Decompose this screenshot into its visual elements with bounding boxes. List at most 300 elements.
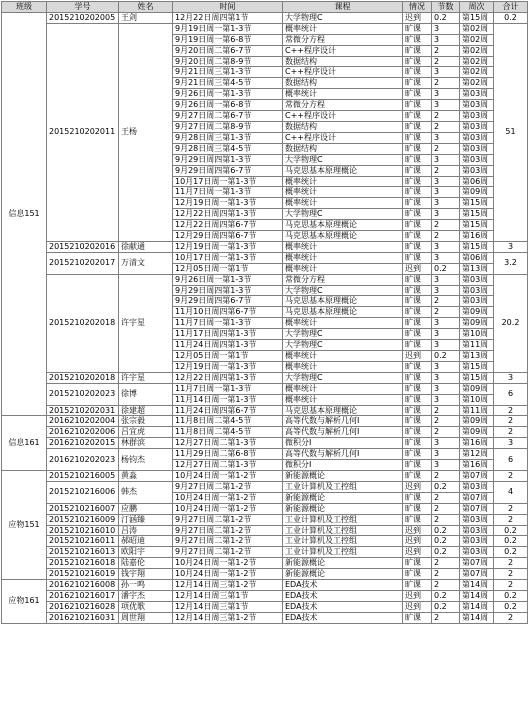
- time-cell: 12月19日周一第1-3节: [173, 198, 283, 209]
- time-cell: 9月29日周四第1-3节: [173, 285, 283, 296]
- student-id-cell: 2015210202017: [47, 252, 119, 274]
- student-id-cell: 2015210202005: [47, 12, 119, 23]
- course-cell: C++程序设计: [283, 45, 403, 56]
- class-cell: 信息161: [2, 416, 47, 471]
- status-cell: 旷课: [403, 558, 432, 569]
- week-cell: 第07周: [460, 558, 494, 569]
- name-cell: 徐博: [119, 383, 173, 405]
- course-cell: 高等代数与解析几何I: [283, 449, 403, 460]
- week-cell: 第15周: [460, 220, 494, 231]
- course-cell: 概率统计: [283, 394, 403, 405]
- periods-cell: 0.2: [432, 601, 460, 612]
- table-row: [2, 601, 528, 612]
- status-cell: 旷课: [403, 78, 432, 89]
- periods-cell: 2: [432, 56, 460, 67]
- periods-cell: 3: [432, 285, 460, 296]
- periods-cell: 2: [432, 78, 460, 89]
- periods-cell: 3: [432, 372, 460, 383]
- periods-cell: 3: [432, 449, 460, 460]
- periods-cell: 2: [432, 405, 460, 416]
- student-id-cell: 2015210202016: [47, 241, 119, 252]
- status-cell: 旷课: [403, 274, 432, 285]
- total-cell: 2: [494, 427, 528, 438]
- course-cell: 工业计算机及工控组: [283, 536, 403, 547]
- week-cell: 第14周: [460, 601, 494, 612]
- week-cell: 第06周: [460, 252, 494, 263]
- course-cell: 概率统计: [283, 198, 403, 209]
- name-cell: 孙一鸣: [119, 580, 173, 591]
- status-cell: 旷课: [403, 318, 432, 329]
- course-cell: 大学物理C: [283, 285, 403, 296]
- total-cell: 6: [494, 449, 528, 471]
- total-cell: 0.2: [494, 547, 528, 558]
- week-cell: 第02周: [460, 67, 494, 78]
- name-cell: 汀涵臻: [119, 514, 173, 525]
- course-cell: 马克思基本原理概论: [283, 296, 403, 307]
- table-row: [2, 241, 528, 252]
- week-cell: 第13周: [460, 263, 494, 274]
- week-cell: 第03周: [460, 514, 494, 525]
- time-cell: 11月7日周一第1-3节: [173, 383, 283, 394]
- status-cell: 旷课: [403, 111, 432, 122]
- week-cell: 第03周: [460, 154, 494, 165]
- table-row: [2, 514, 528, 525]
- periods-cell: 2: [432, 45, 460, 56]
- periods-cell: 3: [432, 132, 460, 143]
- time-cell: 12月19日周一第1-3节: [173, 361, 283, 372]
- week-cell: 第14周: [460, 612, 494, 623]
- week-cell: 第15周: [460, 198, 494, 209]
- student-id-cell: 2016210202006: [47, 427, 119, 438]
- periods-cell: 2: [432, 514, 460, 525]
- periods-cell: 2: [432, 296, 460, 307]
- name-cell: 郝昭迪: [119, 536, 173, 547]
- total-cell: 2: [494, 569, 528, 580]
- periods-cell: 0.2: [432, 12, 460, 23]
- time-cell: 9月27日周二第1-2节: [173, 536, 283, 547]
- course-cell: 新能源概论: [283, 569, 403, 580]
- status-cell: 旷课: [403, 438, 432, 449]
- status-cell: 旷课: [403, 405, 432, 416]
- class-cell: 应物151: [2, 470, 47, 579]
- week-cell: 第09周: [460, 318, 494, 329]
- table-row: [2, 536, 528, 547]
- periods-cell: 0.2: [432, 547, 460, 558]
- student-id-cell: 2016210202004: [47, 416, 119, 427]
- periods-cell: 0.2: [432, 351, 460, 362]
- total-cell: 0.2: [494, 12, 528, 23]
- time-cell: 9月27日周二第1-2节: [173, 547, 283, 558]
- total-cell: 2: [494, 470, 528, 481]
- week-cell: 第03周: [460, 536, 494, 547]
- name-cell: 吕宜虎: [119, 427, 173, 438]
- week-cell: 第10周: [460, 394, 494, 405]
- status-cell: 旷课: [403, 154, 432, 165]
- status-cell: 旷课: [403, 165, 432, 176]
- name-cell: 张宗毅: [119, 416, 173, 427]
- header-week: 周次: [460, 2, 494, 13]
- periods-cell: 3: [432, 209, 460, 220]
- course-cell: 新能源概论: [283, 492, 403, 503]
- time-cell: 10月17日周一第1-3节: [173, 252, 283, 263]
- periods-cell: 3: [432, 100, 460, 111]
- week-cell: 第15周: [460, 241, 494, 252]
- student-id-cell: 2015210202031: [47, 405, 119, 416]
- status-cell: 旷课: [403, 252, 432, 263]
- table-row: [2, 503, 528, 514]
- time-cell: 9月19日周一第1-3节: [173, 23, 283, 34]
- periods-cell: 2: [432, 416, 460, 427]
- periods-cell: 0.2: [432, 481, 460, 492]
- table-row: [2, 569, 528, 580]
- course-cell: 微积分I: [283, 438, 403, 449]
- periods-cell: 2: [432, 569, 460, 580]
- week-cell: 第13周: [460, 351, 494, 362]
- status-cell: 旷课: [403, 231, 432, 242]
- name-cell: 许宇星: [119, 372, 173, 383]
- week-cell: 第03周: [460, 525, 494, 536]
- week-cell: 第15周: [460, 209, 494, 220]
- header-name: 姓名: [119, 2, 173, 13]
- periods-cell: 3: [432, 241, 460, 252]
- name-cell: 欧阳宇: [119, 547, 173, 558]
- periods-cell: 2: [432, 612, 460, 623]
- table-row: [2, 547, 528, 558]
- time-cell: 12月29日周四第6-7节: [173, 231, 283, 242]
- name-cell: 应鹏: [119, 503, 173, 514]
- time-cell: 11月10日周四第6-7节: [173, 307, 283, 318]
- course-cell: 概率统计: [283, 176, 403, 187]
- table-row: [2, 470, 528, 481]
- periods-cell: 2: [432, 121, 460, 132]
- table-row: [2, 449, 528, 460]
- time-cell: 12月22日周四第1-3节: [173, 372, 283, 383]
- table-row: [2, 383, 528, 394]
- name-cell: 周世翔: [119, 612, 173, 623]
- periods-cell: 3: [432, 361, 460, 372]
- time-cell: 10月24日周一第1-2节: [173, 492, 283, 503]
- status-cell: 旷课: [403, 394, 432, 405]
- time-cell: 10月17日周一第1-3节: [173, 176, 283, 187]
- course-cell: 马克思基本原理概论: [283, 231, 403, 242]
- course-cell: 新能源概论: [283, 558, 403, 569]
- time-cell: 9月27日周二第1-2节: [173, 481, 283, 492]
- week-cell: 第14周: [460, 590, 494, 601]
- course-cell: 概率统计: [283, 318, 403, 329]
- time-cell: 12月22日周四第1-3节: [173, 209, 283, 220]
- periods-cell: 2: [432, 503, 460, 514]
- course-cell: 工业计算机及工控组: [283, 547, 403, 558]
- status-cell: 旷课: [403, 612, 432, 623]
- table-row: [2, 525, 528, 536]
- status-cell: 迟到: [403, 351, 432, 362]
- course-cell: C++程序设计: [283, 67, 403, 78]
- table-row: [2, 481, 528, 492]
- status-cell: 旷课: [403, 121, 432, 132]
- student-id-cell: 2015210216018: [47, 558, 119, 569]
- time-cell: 9月26日周一第6-8节: [173, 100, 283, 111]
- periods-cell: 2: [432, 220, 460, 231]
- time-cell: 12月05日周一第1节: [173, 263, 283, 274]
- week-cell: 第03周: [460, 100, 494, 111]
- status-cell: 旷课: [403, 460, 432, 471]
- periods-cell: 0.2: [432, 536, 460, 547]
- name-cell: 徐建超: [119, 405, 173, 416]
- course-cell: 数据结构: [283, 143, 403, 154]
- status-cell: 旷课: [403, 503, 432, 514]
- header-student-id: 学号: [47, 2, 119, 13]
- course-cell: EDA技术: [283, 601, 403, 612]
- header-class: 班级: [2, 2, 47, 13]
- total-cell: 3: [494, 241, 528, 252]
- name-cell: 徐献通: [119, 241, 173, 252]
- course-cell: 数据结构: [283, 121, 403, 132]
- time-cell: 11月7日周一第1-3节: [173, 187, 283, 198]
- week-cell: 第03周: [460, 143, 494, 154]
- table-row: [2, 416, 528, 427]
- periods-cell: 3: [432, 274, 460, 285]
- student-id-cell: 2015210216010: [47, 525, 119, 536]
- periods-cell: 3: [432, 187, 460, 198]
- status-cell: 旷课: [403, 427, 432, 438]
- week-cell: 第09周: [460, 307, 494, 318]
- week-cell: 第16周: [460, 460, 494, 471]
- name-cell: 潘宇杰: [119, 590, 173, 601]
- student-id-cell: 2016210216017: [47, 590, 119, 601]
- header-row: [2, 2, 528, 13]
- week-cell: 第07周: [460, 470, 494, 481]
- time-cell: 12月14日周三第1节: [173, 590, 283, 601]
- student-id-cell: 2015210216011: [47, 536, 119, 547]
- student-id-cell: 2016210216031: [47, 612, 119, 623]
- course-cell: EDA技术: [283, 612, 403, 623]
- time-cell: 11月24日周四第6-7节: [173, 405, 283, 416]
- week-cell: 第11周: [460, 405, 494, 416]
- name-cell: 王杨: [119, 23, 173, 241]
- table-row: [2, 12, 528, 23]
- status-cell: 旷课: [403, 132, 432, 143]
- periods-cell: 3: [432, 67, 460, 78]
- periods-cell: 3: [432, 23, 460, 34]
- course-cell: 微积分I: [283, 460, 403, 471]
- periods-cell: 0.2: [432, 590, 460, 601]
- course-cell: 大学物理C: [283, 329, 403, 340]
- week-cell: 第03周: [460, 89, 494, 100]
- header-course: 课程: [283, 2, 403, 13]
- week-cell: 第06周: [460, 176, 494, 187]
- status-cell: 旷课: [403, 220, 432, 231]
- total-cell: 6: [494, 383, 528, 405]
- periods-cell: 2: [432, 427, 460, 438]
- name-cell: 钱宇翔: [119, 569, 173, 580]
- course-cell: 大学物理C: [283, 372, 403, 383]
- week-cell: 第03周: [460, 274, 494, 285]
- total-cell: 2: [494, 514, 528, 525]
- student-id-cell: 2015210216009: [47, 514, 119, 525]
- name-cell: 陆嘉伦: [119, 558, 173, 569]
- week-cell: 第03周: [460, 121, 494, 132]
- week-cell: 第09周: [460, 383, 494, 394]
- periods-cell: 0.2: [432, 263, 460, 274]
- course-cell: 概率统计: [283, 187, 403, 198]
- course-cell: 概率统计: [283, 252, 403, 263]
- status-cell: 迟到: [403, 481, 432, 492]
- time-cell: 11月8日周二第4-5节: [173, 427, 283, 438]
- header-total: 合计: [494, 2, 528, 13]
- total-cell: 2: [494, 580, 528, 591]
- class-cell: 信息151: [2, 12, 47, 416]
- course-cell: 概率统计: [283, 23, 403, 34]
- week-cell: 第03周: [460, 285, 494, 296]
- periods-cell: 2: [432, 580, 460, 591]
- time-cell: 9月28日周三第4-5节: [173, 143, 283, 154]
- status-cell: 旷课: [403, 340, 432, 351]
- course-cell: 概率统计: [283, 351, 403, 362]
- total-cell: 3: [494, 438, 528, 449]
- status-cell: 旷课: [403, 329, 432, 340]
- course-cell: 新能源概论: [283, 503, 403, 514]
- periods-cell: 2: [432, 492, 460, 503]
- periods-cell: 3: [432, 34, 460, 45]
- status-cell: 旷课: [403, 209, 432, 220]
- status-cell: 迟到: [403, 536, 432, 547]
- week-cell: 第16周: [460, 438, 494, 449]
- time-cell: 9月27日周二第8-9节: [173, 121, 283, 132]
- status-cell: 旷课: [403, 372, 432, 383]
- time-cell: 12月22日周四第6-7节: [173, 220, 283, 231]
- periods-cell: 2: [432, 231, 460, 242]
- time-cell: 12月19日周一第1-3节: [173, 241, 283, 252]
- header-time: 时间: [173, 2, 283, 13]
- student-id-cell: 2016210202015: [47, 438, 119, 449]
- time-cell: 12月14日周三第1-2节: [173, 580, 283, 591]
- time-cell: 10月24日周一第1-2节: [173, 503, 283, 514]
- time-cell: 12月14日周三第1节: [173, 601, 283, 612]
- periods-cell: 3: [432, 460, 460, 471]
- status-cell: 旷课: [403, 45, 432, 56]
- course-cell: 常微分方程: [283, 34, 403, 45]
- course-cell: 工业计算机及工控组: [283, 525, 403, 536]
- week-cell: 第16周: [460, 231, 494, 242]
- time-cell: 9月29日周四第1-3节: [173, 154, 283, 165]
- course-cell: 马克思基本原理概论: [283, 220, 403, 231]
- student-id-cell: 2015210216019: [47, 569, 119, 580]
- periods-cell: 3: [432, 438, 460, 449]
- status-cell: 迟到: [403, 263, 432, 274]
- table-row: [2, 274, 528, 285]
- absence-table: [1, 1, 528, 624]
- week-cell: 第09周: [460, 416, 494, 427]
- status-cell: 旷课: [403, 241, 432, 252]
- course-cell: 概率统计: [283, 241, 403, 252]
- course-cell: 数据结构: [283, 56, 403, 67]
- week-cell: 第07周: [460, 569, 494, 580]
- time-cell: 11月29日周二第6-8节: [173, 449, 283, 460]
- periods-cell: 2: [432, 470, 460, 481]
- periods-cell: 3: [432, 340, 460, 351]
- student-id-cell: 2016210216028: [47, 601, 119, 612]
- course-cell: 高等代数与解析几何I: [283, 416, 403, 427]
- status-cell: 旷课: [403, 100, 432, 111]
- status-cell: 迟到: [403, 590, 432, 601]
- header-status: 情况: [403, 2, 432, 13]
- time-cell: 11月7日周一第1-3节: [173, 318, 283, 329]
- time-cell: 9月27日周二第1-2节: [173, 525, 283, 536]
- status-cell: 旷课: [403, 23, 432, 34]
- course-cell: 概率统计: [283, 89, 403, 100]
- status-cell: 旷课: [403, 580, 432, 591]
- course-cell: 数据结构: [283, 78, 403, 89]
- name-cell: 黄淼: [119, 470, 173, 481]
- status-cell: 旷课: [403, 296, 432, 307]
- time-cell: 12月27日周二第1-3节: [173, 438, 283, 449]
- time-cell: 9月26日周一第1-3节: [173, 274, 283, 285]
- week-cell: 第02周: [460, 78, 494, 89]
- course-cell: C++程序设计: [283, 111, 403, 122]
- status-cell: 旷课: [403, 307, 432, 318]
- time-cell: 11月8日周二第4-5节: [173, 416, 283, 427]
- periods-cell: 3: [432, 154, 460, 165]
- periods-cell: 3: [432, 383, 460, 394]
- student-id-cell: 2015210216006: [47, 481, 119, 503]
- week-cell: 第15周: [460, 361, 494, 372]
- course-cell: EDA技术: [283, 580, 403, 591]
- name-cell: 杨钧杰: [119, 449, 173, 471]
- table-row: [2, 23, 528, 34]
- name-cell: 许宇星: [119, 274, 173, 372]
- class-cell: 应物161: [2, 580, 47, 624]
- course-cell: 新能源概论: [283, 470, 403, 481]
- table-row: [2, 252, 528, 263]
- table-row: [2, 558, 528, 569]
- student-id-cell: 2015210202018: [47, 372, 119, 383]
- time-cell: 12月27日周二第1-3节: [173, 460, 283, 471]
- total-cell: 3.2: [494, 252, 528, 274]
- table-row: [2, 438, 528, 449]
- week-cell: 第09周: [460, 427, 494, 438]
- status-cell: 旷课: [403, 143, 432, 154]
- time-cell: 9月27日周二第6-7节: [173, 111, 283, 122]
- course-cell: 概率统计: [283, 361, 403, 372]
- week-cell: 第07周: [460, 503, 494, 514]
- course-cell: 大学物理C: [283, 209, 403, 220]
- student-id-cell: 2016210202023: [47, 449, 119, 471]
- name-cell: 项优歌: [119, 601, 173, 612]
- student-id-cell: 2015210202011: [47, 23, 119, 241]
- periods-cell: 3: [432, 318, 460, 329]
- time-cell: 10月24日周一第1-2节: [173, 558, 283, 569]
- status-cell: 旷课: [403, 67, 432, 78]
- course-cell: 常微分方程: [283, 274, 403, 285]
- name-cell: 吕涛: [119, 525, 173, 536]
- table-row: [2, 590, 528, 601]
- course-cell: EDA技术: [283, 590, 403, 601]
- time-cell: 12月05日周一第1节: [173, 351, 283, 362]
- table-row: [2, 372, 528, 383]
- name-cell: 韩杰: [119, 481, 173, 503]
- header-periods: 节数: [432, 2, 460, 13]
- status-cell: 迟到: [403, 525, 432, 536]
- periods-cell: 2: [432, 558, 460, 569]
- status-cell: 旷课: [403, 187, 432, 198]
- status-cell: 迟到: [403, 601, 432, 612]
- course-cell: C++程序设计: [283, 132, 403, 143]
- student-id-cell: 2015210202018: [47, 274, 119, 372]
- status-cell: 旷课: [403, 89, 432, 100]
- periods-cell: 2: [432, 143, 460, 154]
- status-cell: 旷课: [403, 198, 432, 209]
- time-cell: 10月24日周一第1-2节: [173, 569, 283, 580]
